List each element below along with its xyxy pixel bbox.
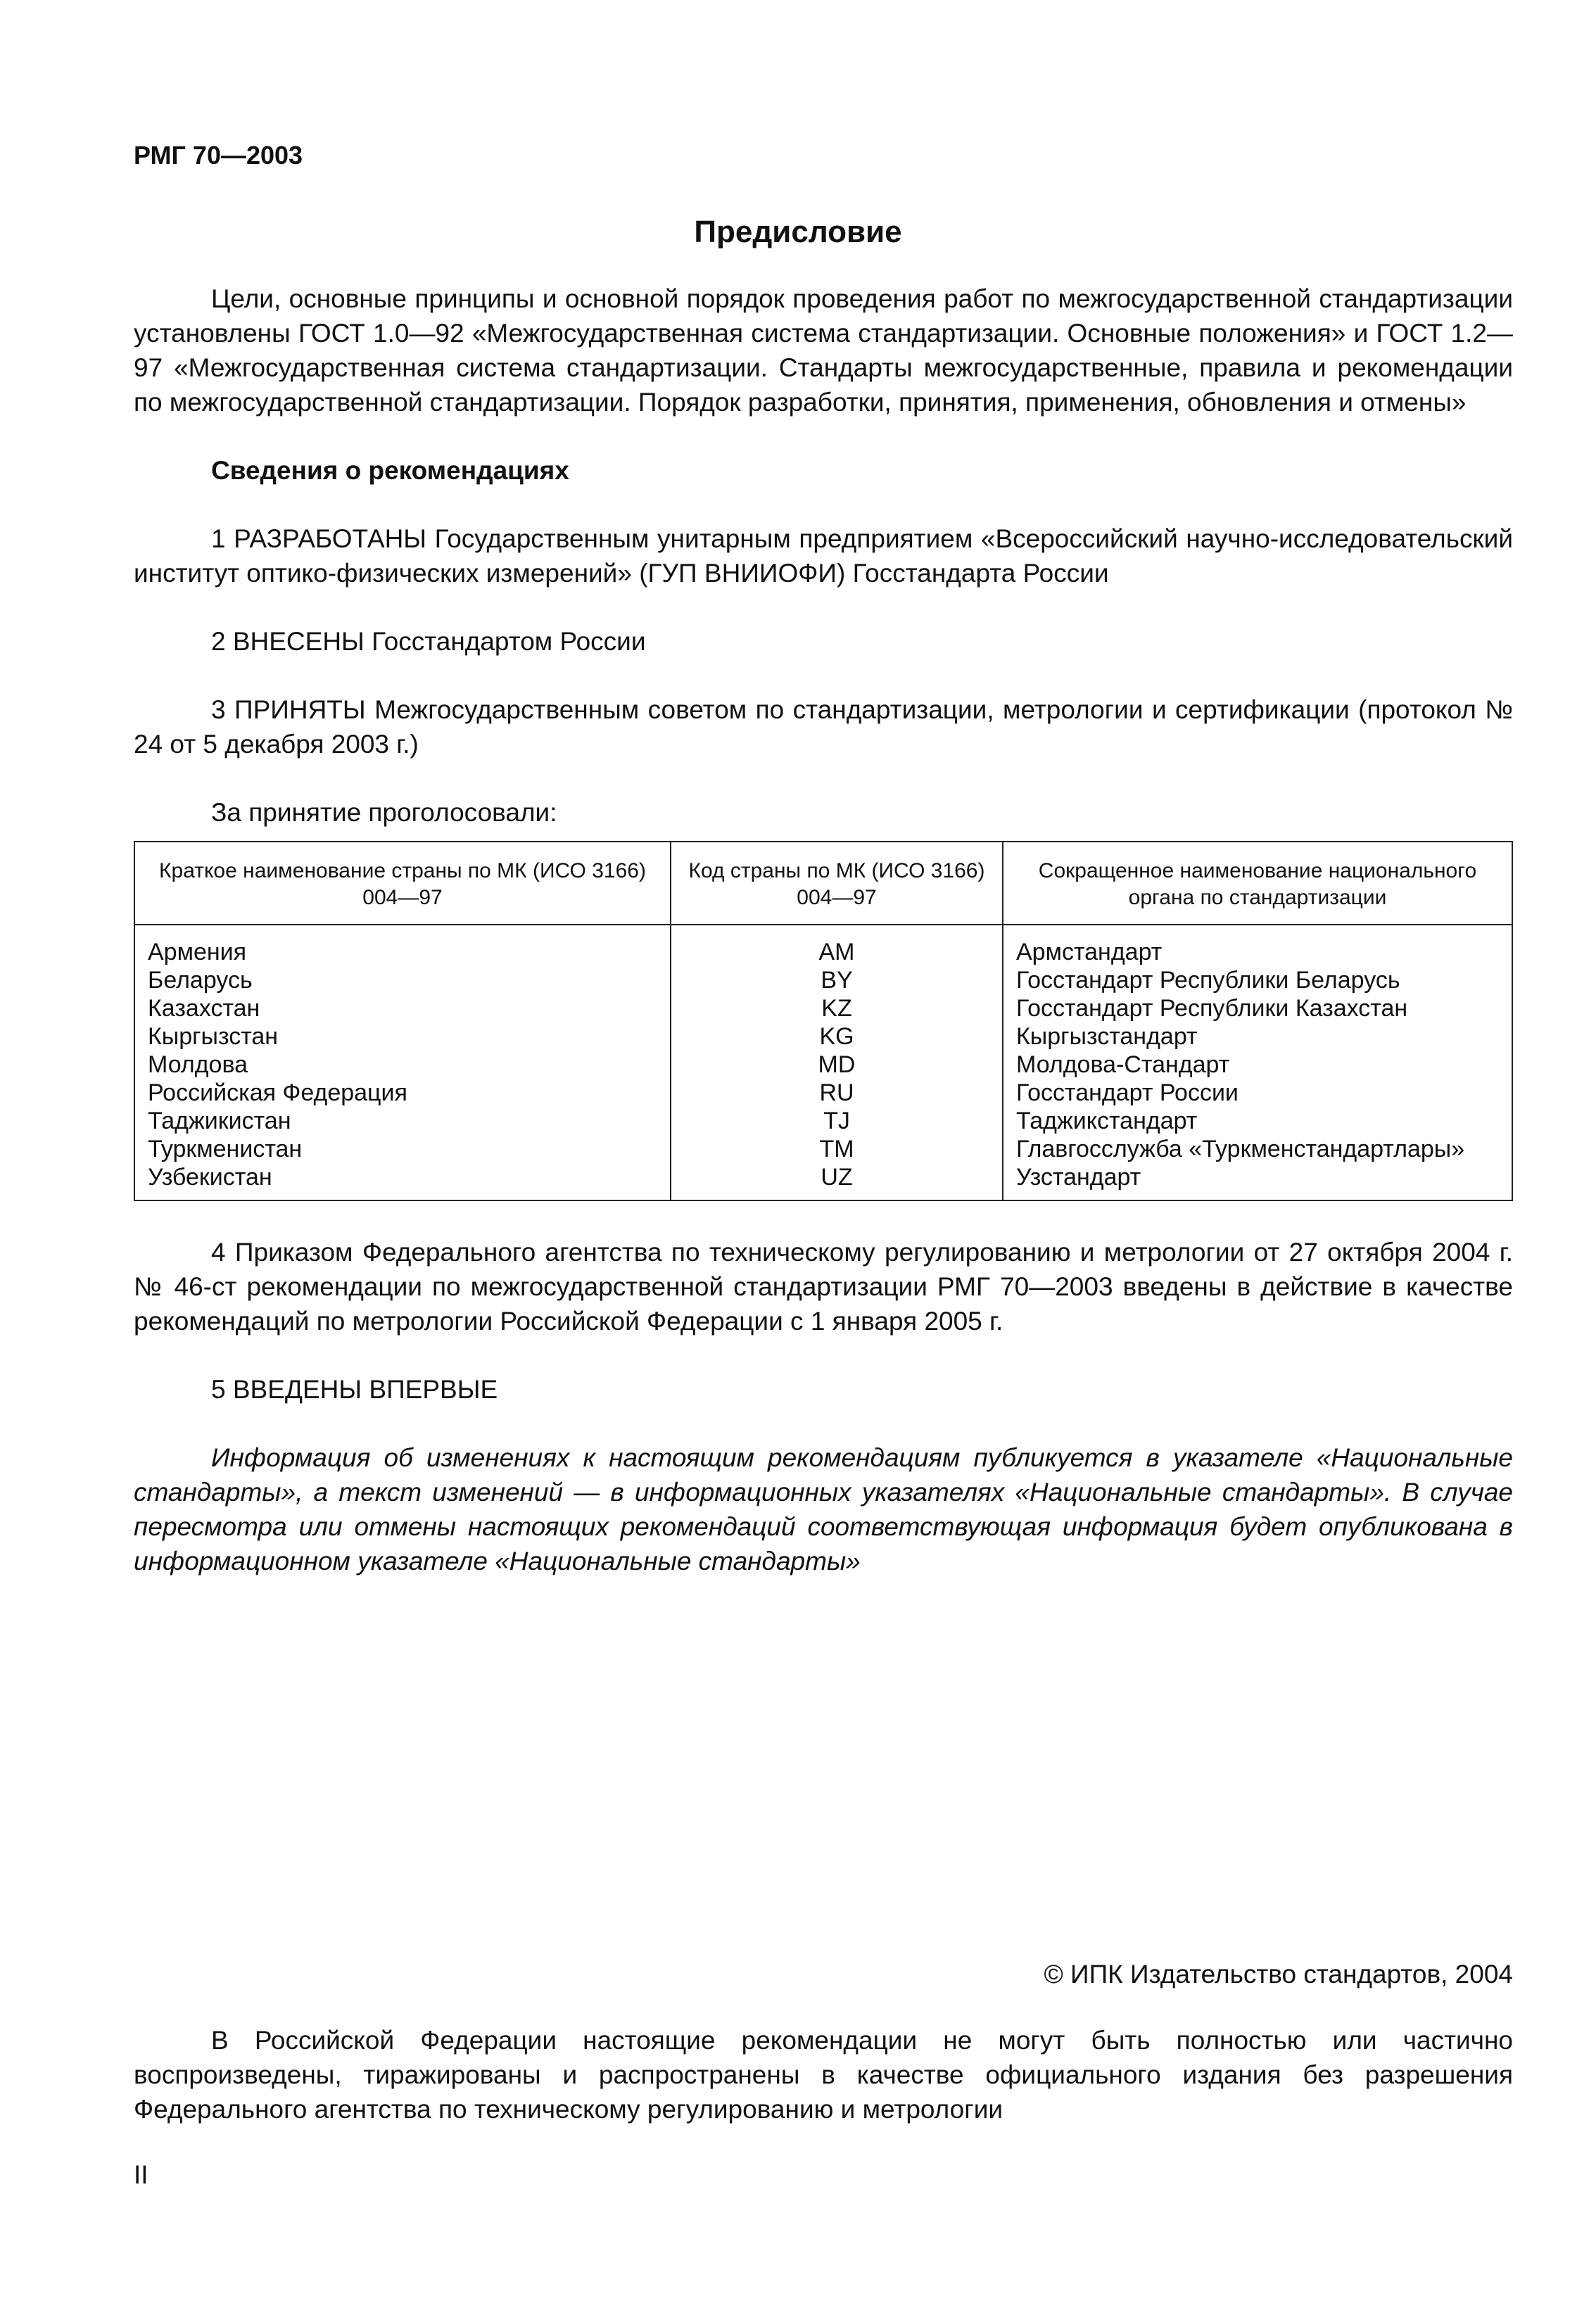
item-introduced: 2 ВНЕСЕНЫ Госстандартом России [211, 627, 646, 656]
table-row [134, 1051, 1512, 1079]
cell-country: Казахстан [134, 994, 671, 1022]
col-header-body: Сокращенное наименование национального органа по стандартизации [1003, 842, 1512, 925]
col-header-code: Код страны по МК (ИСО 3166) 004—97 [671, 842, 1003, 925]
item-adopted: 3 ПРИНЯТЫ Межгосударственным советом по стандартизации, метрологии и сертификации (протокол № 24 от 5 декабря 2003 г.) [134, 695, 1513, 759]
cell-country: Молдова [134, 1051, 671, 1079]
document-code: РМГ 70—2003 [134, 141, 303, 170]
reproduction-notice: В Российской Федерации настоящие рекомендации не могут быть полностью или частично воспроизведены, тиражированы и распространены в качестве официального издания без разрешения Федерального агентства по техническому регулированию и метрологии [134, 2026, 1513, 2124]
intro-paragraph: Цели, основные принципы и основной порядок проведения работ по межгосударственной стандартизации установлены ГОСТ 1.0—92 «Межгосударственная система стандартизации. Основные положения» и ГОСТ 1.2—97 «Межгосударственная система стандартизации. Стандарты межгосударственные, правила и рекомендации по межгосударственной стандартизации. Порядок разработки, принятия, применения, обновления и отмены» [134, 284, 1513, 417]
cell-body: Госстандарт Республики Казахстан [1003, 994, 1512, 1022]
cell-code: UZ [671, 1163, 1003, 1200]
item-developed: 1 РАЗРАБОТАНЫ Государственным унитарным предприятием «Всероссийский научно-исследовательский институт оптико-физических измерений» (ГУП ВНИИОФИ) Госстандарта России [134, 524, 1513, 588]
cell-country: Армения [134, 925, 671, 966]
cell-country: Беларусь [134, 966, 671, 994]
changes-note: Информация об изменениях к настоящим рекомендациям публикуется в указателе «Национальные стандарты», а текст изменений — в информационных указателях «Национальные стандарты». В случае пересмотра или отмены настоящих рекомендаций соответствующая информация будет опубликована в информационном указателе «Национальные стандарты» [134, 1443, 1513, 1576]
section-heading: Сведения о рекомендациях [211, 456, 569, 485]
copyright: © ИПК Издательство стандартов, 2004 [1044, 1960, 1513, 1989]
cell-body: Таджикстандарт [1003, 1107, 1512, 1135]
item-first-introduced: 5 ВВЕДЕНЫ ВПЕРВЫЕ [211, 1375, 498, 1404]
item-order: 4 Приказом Федерального агентства по техническому регулированию и метрологии от 27 октября 2004 г. № 46-ст рекомендации по межгосударственной стандартизации РМГ 70—2003 введены в действие в качестве рекомендаций по метрологии Российской Федерации с 1 января 2005 г. [134, 1238, 1513, 1336]
cell-code: KZ [671, 994, 1003, 1022]
members-table [134, 841, 1513, 1201]
cell-country: Туркменистан [134, 1135, 671, 1163]
cell-country: Таджикистан [134, 1107, 671, 1135]
table-row [134, 1079, 1512, 1107]
table-row [134, 1135, 1512, 1163]
cell-country: Кыргызстан [134, 1022, 671, 1051]
table-row [134, 994, 1512, 1022]
cell-code: AM [671, 925, 1003, 966]
cell-body: Армстандарт [1003, 925, 1512, 966]
page-title: Предисловие [694, 215, 902, 249]
cell-code: MD [671, 1051, 1003, 1079]
table-header-row [134, 842, 1512, 925]
cell-country: Узбекистан [134, 1163, 671, 1200]
cell-body: Узстандарт [1003, 1163, 1512, 1200]
cell-body: Кыргызстандарт [1003, 1022, 1512, 1051]
voted-label: За принятие проголосовали: [211, 798, 557, 827]
table-row [134, 1107, 1512, 1135]
cell-body: Госстандарт Республики Беларусь [1003, 966, 1512, 994]
cell-body: Главгосслужба «Туркменстандартлары» [1003, 1135, 1512, 1163]
main-content [134, 281, 1513, 1578]
page-number: II [134, 2160, 148, 2189]
cell-body: Молдова-Стандарт [1003, 1051, 1512, 1079]
col-header-country: Краткое наименование страны по МК (ИСО 3166) 004—97 [134, 842, 671, 925]
cell-body: Госстандарт России [1003, 1079, 1512, 1107]
cell-country: Российская Федерация [134, 1079, 671, 1107]
table-row [134, 925, 1512, 966]
table-row [134, 1163, 1512, 1200]
cell-code: RU [671, 1079, 1003, 1107]
cell-code: KG [671, 1022, 1003, 1051]
cell-code: BY [671, 966, 1003, 994]
table-row [134, 1022, 1512, 1051]
cell-code: TJ [671, 1107, 1003, 1135]
cell-code: TM [671, 1135, 1003, 1163]
table-row [134, 966, 1512, 994]
